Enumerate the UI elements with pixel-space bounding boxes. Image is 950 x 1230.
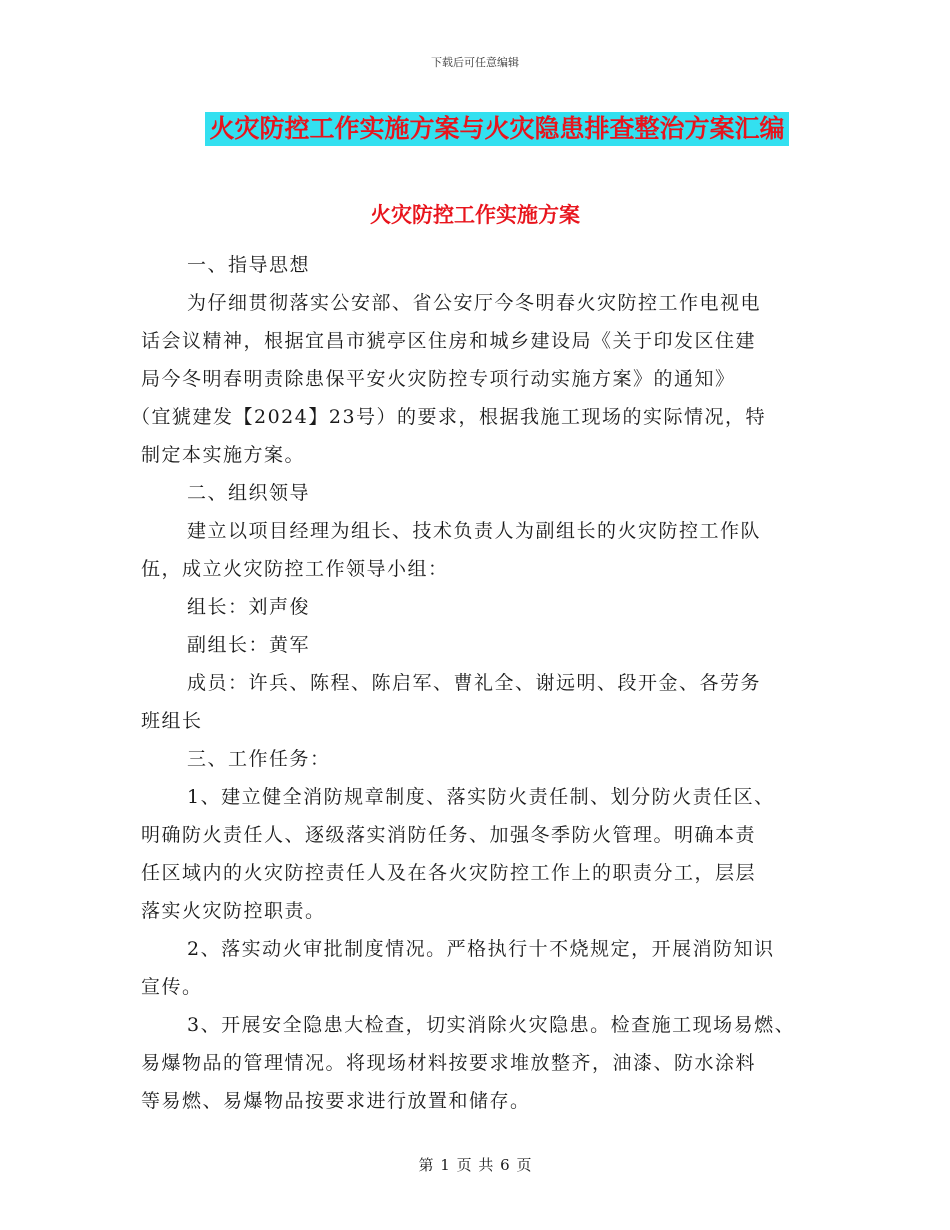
- paragraph-line: 宣传。: [141, 976, 203, 998]
- paragraph-line: 班组长: [141, 710, 203, 732]
- paragraph-line: 明确防火责任人、逐级落实消防任务、加强冬季防火管理。明确本责: [141, 824, 757, 846]
- paragraph-line: 任区域内的火灾防控责任人及在各火灾防控工作上的职责分工，层层: [141, 862, 757, 884]
- paragraph-line: 话会议精神，根据宜昌市猇亭区住房和城乡建设局《关于印发区住建: [141, 330, 757, 352]
- page-footer: 第 1 页 共 6 页: [418, 1156, 532, 1174]
- main-title: 火灾防控工作实施方案与火灾隐患排查整治方案汇编: [205, 112, 788, 146]
- paragraph-line: 副组长：黄军: [187, 634, 311, 656]
- paragraph-line: 建立以项目经理为组长、技术负责人为副组长的火灾防控工作队: [187, 520, 762, 542]
- paragraph-line: 落实火灾防控职责。: [141, 900, 326, 922]
- sub-title: 火灾防控工作实施方案: [370, 202, 580, 227]
- paragraph-line: 为仔细贯彻落实公安部、省公安厅今冬明春火灾防控工作电视电: [187, 292, 762, 314]
- paragraph-line: 局今冬明春明责除患保平安火灾防控专项行动实施方案》的通知》: [141, 368, 736, 390]
- paragraph-line: 伍，成立火灾防控工作领导小组：: [141, 558, 449, 580]
- paragraph-line: 2、落实动火审批制度情况。严格执行十不烧规定，开展消防知识: [187, 938, 775, 960]
- header-note: 下载后可任意编辑: [431, 56, 519, 69]
- paragraph-line: 等易燃、易爆物品按要求进行放置和储存。: [141, 1090, 531, 1112]
- paragraph-line: 成员：许兵、陈程、陈启军、曹礼全、谢远明、段开金、各劳务: [187, 672, 762, 694]
- paragraph-line: （宜猇建发【2024】23号）的要求，根据我施工现场的实际情况，特: [131, 406, 767, 428]
- paragraph-line: 易爆物品的管理情况。将现场材料按要求堆放整齐，油漆、防水涂料: [141, 1052, 757, 1074]
- paragraph-line: 3、开展安全隐患大检查，切实消除火灾隐患。检查施工现场易燃、: [187, 1014, 796, 1036]
- main-title-container: [0, 112, 950, 146]
- section-heading: 三、工作任务：: [187, 748, 331, 770]
- section-heading: 二、组织领导: [187, 482, 311, 504]
- paragraph-line: 组长：刘声俊: [187, 596, 311, 618]
- section-heading: 一、指导思想: [187, 254, 311, 276]
- paragraph-line: 1、建立健全消防规章制度、落实防火责任制、划分防火责任区、: [187, 786, 775, 808]
- paragraph-line: 制定本实施方案。: [141, 444, 306, 466]
- document-body: [131, 246, 811, 1120]
